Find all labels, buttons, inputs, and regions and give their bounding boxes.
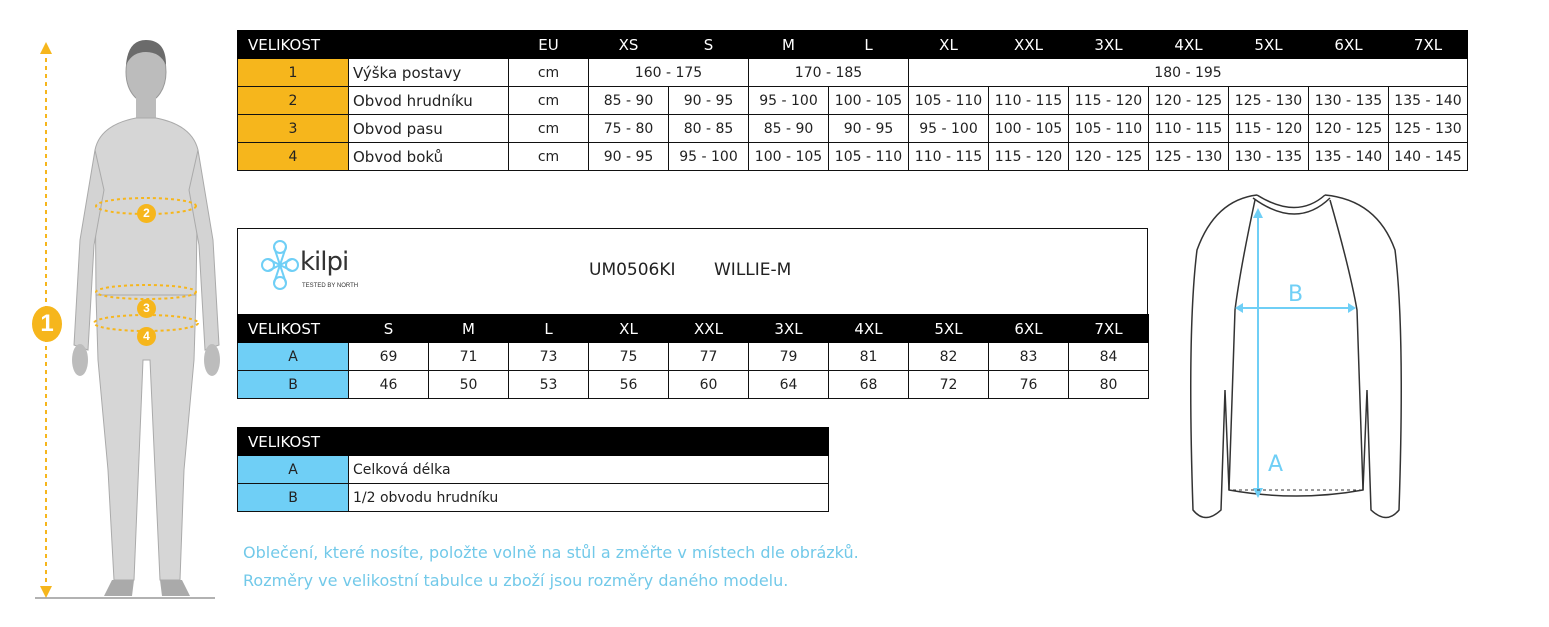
table-cell: 110 - 115 bbox=[989, 87, 1069, 115]
table-cell: 105 - 110 bbox=[909, 87, 989, 115]
product-size-table bbox=[237, 314, 1149, 399]
table-cell: 110 - 115 bbox=[909, 143, 989, 171]
table-cell: 170 - 185 bbox=[749, 59, 909, 87]
header-cell: VELIKOST bbox=[238, 31, 349, 59]
header-cell: VELIKOST bbox=[238, 315, 349, 343]
table-cell: 83 bbox=[989, 343, 1069, 371]
product-table-header bbox=[238, 315, 1149, 343]
header-cell: S bbox=[669, 31, 749, 59]
table-cell: 64 bbox=[749, 371, 829, 399]
table-row bbox=[238, 343, 1149, 371]
row-label: Výška postavy bbox=[349, 59, 509, 87]
header-cell: XL bbox=[909, 31, 989, 59]
row-label: Obvod boků bbox=[349, 143, 509, 171]
table-cell: 73 bbox=[509, 343, 589, 371]
legend-header bbox=[238, 428, 829, 456]
header-cell: M bbox=[429, 315, 509, 343]
marker-2: 2 bbox=[137, 204, 156, 223]
table-cell: 71 bbox=[429, 343, 509, 371]
instruction-note: Oblečení, které nosíte, položte volně na stůl a změřte v místech dle obrázků. bbox=[243, 543, 859, 562]
kilpi-logo bbox=[260, 237, 370, 297]
table-cell: 115 - 120 bbox=[1069, 87, 1149, 115]
table-cell: 80 - 85 bbox=[669, 115, 749, 143]
row-number: 4 bbox=[238, 143, 349, 171]
table-cell: 81 bbox=[829, 343, 909, 371]
table-cell: 100 - 105 bbox=[829, 87, 909, 115]
header-cell: M bbox=[749, 31, 829, 59]
header-cell: 6XL bbox=[989, 315, 1069, 343]
row-label: Obvod hrudníku bbox=[349, 87, 509, 115]
table-cell: 53 bbox=[509, 371, 589, 399]
row-number: 2 bbox=[238, 87, 349, 115]
table-cell: 135 - 140 bbox=[1309, 143, 1389, 171]
table-cell: 180 - 195 bbox=[909, 59, 1468, 87]
table-cell: 105 - 110 bbox=[1069, 115, 1149, 143]
unit-cell: cm bbox=[509, 143, 589, 171]
table-cell: 76 bbox=[989, 371, 1069, 399]
table-row bbox=[238, 87, 1468, 115]
table-row bbox=[238, 371, 1149, 399]
unit-cell: cm bbox=[509, 59, 589, 87]
header-cell: L bbox=[509, 315, 589, 343]
table-cell: 90 - 95 bbox=[669, 87, 749, 115]
table-cell: 115 - 120 bbox=[989, 143, 1069, 171]
logo-text: kilpi bbox=[300, 247, 349, 277]
table-row bbox=[238, 59, 1468, 87]
label-b: B bbox=[1288, 282, 1304, 307]
table-row bbox=[238, 115, 1468, 143]
header-cell bbox=[349, 31, 509, 59]
table-cell: 140 - 145 bbox=[1389, 143, 1468, 171]
table-cell: 79 bbox=[749, 343, 829, 371]
unit-cell: cm bbox=[509, 87, 589, 115]
table-row bbox=[238, 484, 829, 512]
row-number: 1 bbox=[238, 59, 349, 87]
table-cell: 69 bbox=[349, 343, 429, 371]
disclaimer-note: Rozměry ve velikostní tabulce u zboží jsou rozměry daného modelu. bbox=[243, 571, 789, 590]
knot-icon bbox=[260, 237, 300, 293]
header-cell: 4XL bbox=[1149, 31, 1229, 59]
table-cell: 130 - 135 bbox=[1309, 87, 1389, 115]
table-cell: 95 - 100 bbox=[749, 87, 829, 115]
legend-text: 1/2 obvodu hrudníku bbox=[349, 484, 829, 512]
unit-cell: cm bbox=[509, 115, 589, 143]
table-cell: 82 bbox=[909, 343, 989, 371]
table-cell: 90 - 95 bbox=[589, 143, 669, 171]
product-header bbox=[237, 228, 1148, 315]
table-cell: 77 bbox=[669, 343, 749, 371]
header-cell: S bbox=[349, 315, 429, 343]
header-cell: 5XL bbox=[1229, 31, 1309, 59]
table-cell: 100 - 105 bbox=[749, 143, 829, 171]
label-a: A bbox=[1268, 452, 1284, 477]
header-cell: 5XL bbox=[909, 315, 989, 343]
table-cell: 84 bbox=[1069, 343, 1149, 371]
table-cell: 105 - 110 bbox=[829, 143, 909, 171]
shirt-diagram bbox=[1185, 190, 1410, 530]
header-cell: 7XL bbox=[1389, 31, 1468, 59]
table-cell: 95 - 100 bbox=[909, 115, 989, 143]
header-cell: XXL bbox=[989, 31, 1069, 59]
row-number: 3 bbox=[238, 115, 349, 143]
product-code: UM0506KI bbox=[589, 260, 676, 280]
header-cell: EU bbox=[509, 31, 589, 59]
table-cell: 110 - 115 bbox=[1149, 115, 1229, 143]
header-cell: XL bbox=[589, 315, 669, 343]
table-cell: 50 bbox=[429, 371, 509, 399]
table-cell: 80 bbox=[1069, 371, 1149, 399]
row-label: Obvod pasu bbox=[349, 115, 509, 143]
row-label: B bbox=[238, 371, 349, 399]
table-cell: 120 - 125 bbox=[1309, 115, 1389, 143]
table-cell: 120 - 125 bbox=[1149, 87, 1229, 115]
table-cell: 56 bbox=[589, 371, 669, 399]
table-cell: 125 - 130 bbox=[1389, 115, 1468, 143]
table-cell: 75 bbox=[589, 343, 669, 371]
table-cell: 60 bbox=[669, 371, 749, 399]
table-cell: 100 - 105 bbox=[989, 115, 1069, 143]
table-cell: 125 - 130 bbox=[1149, 143, 1229, 171]
table-cell: 85 - 90 bbox=[749, 115, 829, 143]
header-cell: 4XL bbox=[829, 315, 909, 343]
table-row bbox=[238, 456, 829, 484]
table-cell: 75 - 80 bbox=[589, 115, 669, 143]
table-cell: 135 - 140 bbox=[1389, 87, 1468, 115]
table-cell: 125 - 130 bbox=[1229, 87, 1309, 115]
table-cell: 120 - 125 bbox=[1069, 143, 1149, 171]
table-cell: 85 - 90 bbox=[589, 87, 669, 115]
header-cell: 3XL bbox=[1069, 31, 1149, 59]
header-cell: L bbox=[829, 31, 909, 59]
table-cell: 46 bbox=[349, 371, 429, 399]
legend-text: Celková délka bbox=[349, 456, 829, 484]
header-cell: 6XL bbox=[1309, 31, 1389, 59]
product-name: WILLIE-M bbox=[714, 260, 792, 280]
header-cell: 7XL bbox=[1069, 315, 1149, 343]
marker-1: 1 bbox=[32, 306, 62, 342]
table-row bbox=[238, 143, 1468, 171]
table-cell: 72 bbox=[909, 371, 989, 399]
table-cell: 95 - 100 bbox=[669, 143, 749, 171]
table-cell: 160 - 175 bbox=[589, 59, 749, 87]
header-cell: 3XL bbox=[749, 315, 829, 343]
row-label: A bbox=[238, 343, 349, 371]
header-cell: XXL bbox=[669, 315, 749, 343]
table-cell: 90 - 95 bbox=[829, 115, 909, 143]
size-table-header bbox=[238, 31, 1468, 59]
row-label: B bbox=[238, 484, 349, 512]
legend-table bbox=[237, 427, 829, 512]
marker-3: 3 bbox=[137, 299, 156, 318]
marker-4: 4 bbox=[137, 327, 156, 346]
logo-tagline: TESTED BY NORTH bbox=[302, 283, 359, 289]
header-cell: XS bbox=[589, 31, 669, 59]
size-table bbox=[237, 30, 1468, 171]
table-cell: 130 - 135 bbox=[1229, 143, 1309, 171]
header-cell: VELIKOST bbox=[238, 428, 829, 456]
table-cell: 68 bbox=[829, 371, 909, 399]
row-label: A bbox=[238, 456, 349, 484]
table-cell: 115 - 120 bbox=[1229, 115, 1309, 143]
